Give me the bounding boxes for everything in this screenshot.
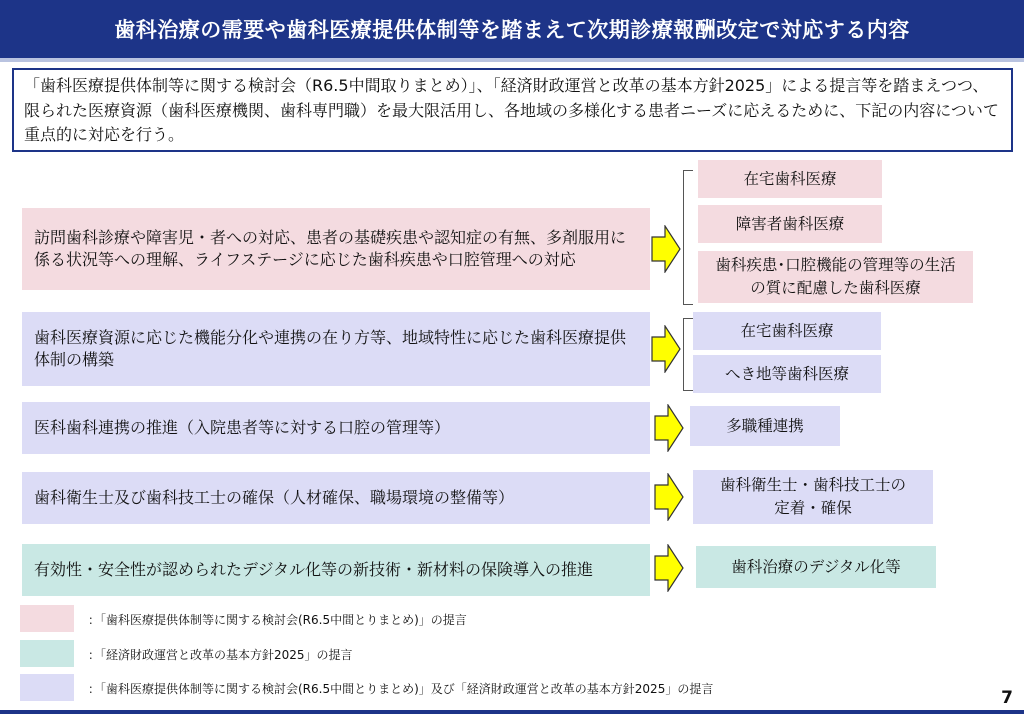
legend-text-lavender: ：「歯科医療提供体制等に関する検討会(R6.5中間とりまとめ)」及び「経済財政運営と改革の基本方針2025」の提言 [88,682,714,696]
legend-text-pink: ：「歯科医療提供体制等に関する検討会(R6.5中間とりまとめ)」の提言 [88,613,467,627]
row-2-box: 歯科医療資源に応じた機能分化や連携の在り方等、地域特性に応じた歯科医療提供体制の構築 [22,312,650,386]
page-number: 7 [1001,688,1013,708]
row-5-box: 有効性・安全性が認められたデジタル化等の新技術・新材料の保険導入の推進 [22,544,650,596]
title-bar [0,0,1024,62]
row-1-outcome-2: 障害者歯科医療 [698,205,882,243]
arrow-icon-3 [654,404,684,452]
bottom-bar [0,710,1024,714]
row-2-outcome-1: 在宅歯科医療 [693,312,881,350]
legend-text-teal: ：「経済財政運営と改革の基本方針2025」の提言 [88,648,353,662]
row-1-box: 訪問歯科診療や障害児・者への対応、患者の基礎疾患や認知症の有無、多剤服用に係る状況等への理解、ライフステージに応じた歯科疾患や口腔管理への対応 [22,208,650,290]
row-2-outcome-2: へき地等歯科医療 [693,355,881,393]
row-5-outcome-1: 歯科治療のデジタル化等 [696,546,936,588]
legend-swatch-pink [20,605,74,632]
row-1-outcome-1: 在宅歯科医療 [698,160,882,198]
row-4-box: 歯科衛生士及び歯科技工士の確保（人材確保、職場環境の整備等） [22,472,650,524]
arrow-icon-4 [654,473,684,521]
row-4-outcome-1: 歯科衛生士・歯科技工士の定着・確保 [693,470,933,524]
bracket-1 [683,170,693,305]
legend-swatch-teal [20,640,74,667]
arrow-icon-1 [651,225,681,273]
intro-text: 「歯科医療提供体制等に関する検討会（R6.5中間取りまとめ）」、「経済財政運営と改革の基本方針2025」による提言等を踏まえつつ、限られた医療資源（歯科医療機関、歯科専門職）を最大限活用し、各地域の多様化する患者ニーズに応えるために、下記の内容について重点的に対応を行う。 [12,68,1013,152]
arrow-icon-5 [654,544,684,592]
row-1-outcome-3: 歯科疾患･口腔機能の管理等の生活の質に配慮した歯科医療 [698,251,973,303]
arrow-icon-2 [651,325,681,373]
bracket-2 [683,318,693,391]
page-title: 歯科治療の需要や歯科医療提供体制等を踏まえて次期診療報酬改定で対応する内容 [114,18,910,42]
row-3-box: 医科歯科連携の推進（入院患者等に対する口腔の管理等） [22,402,650,454]
row-3-outcome-1: 多職種連携 [690,406,840,446]
legend-swatch-lavender [20,674,74,701]
